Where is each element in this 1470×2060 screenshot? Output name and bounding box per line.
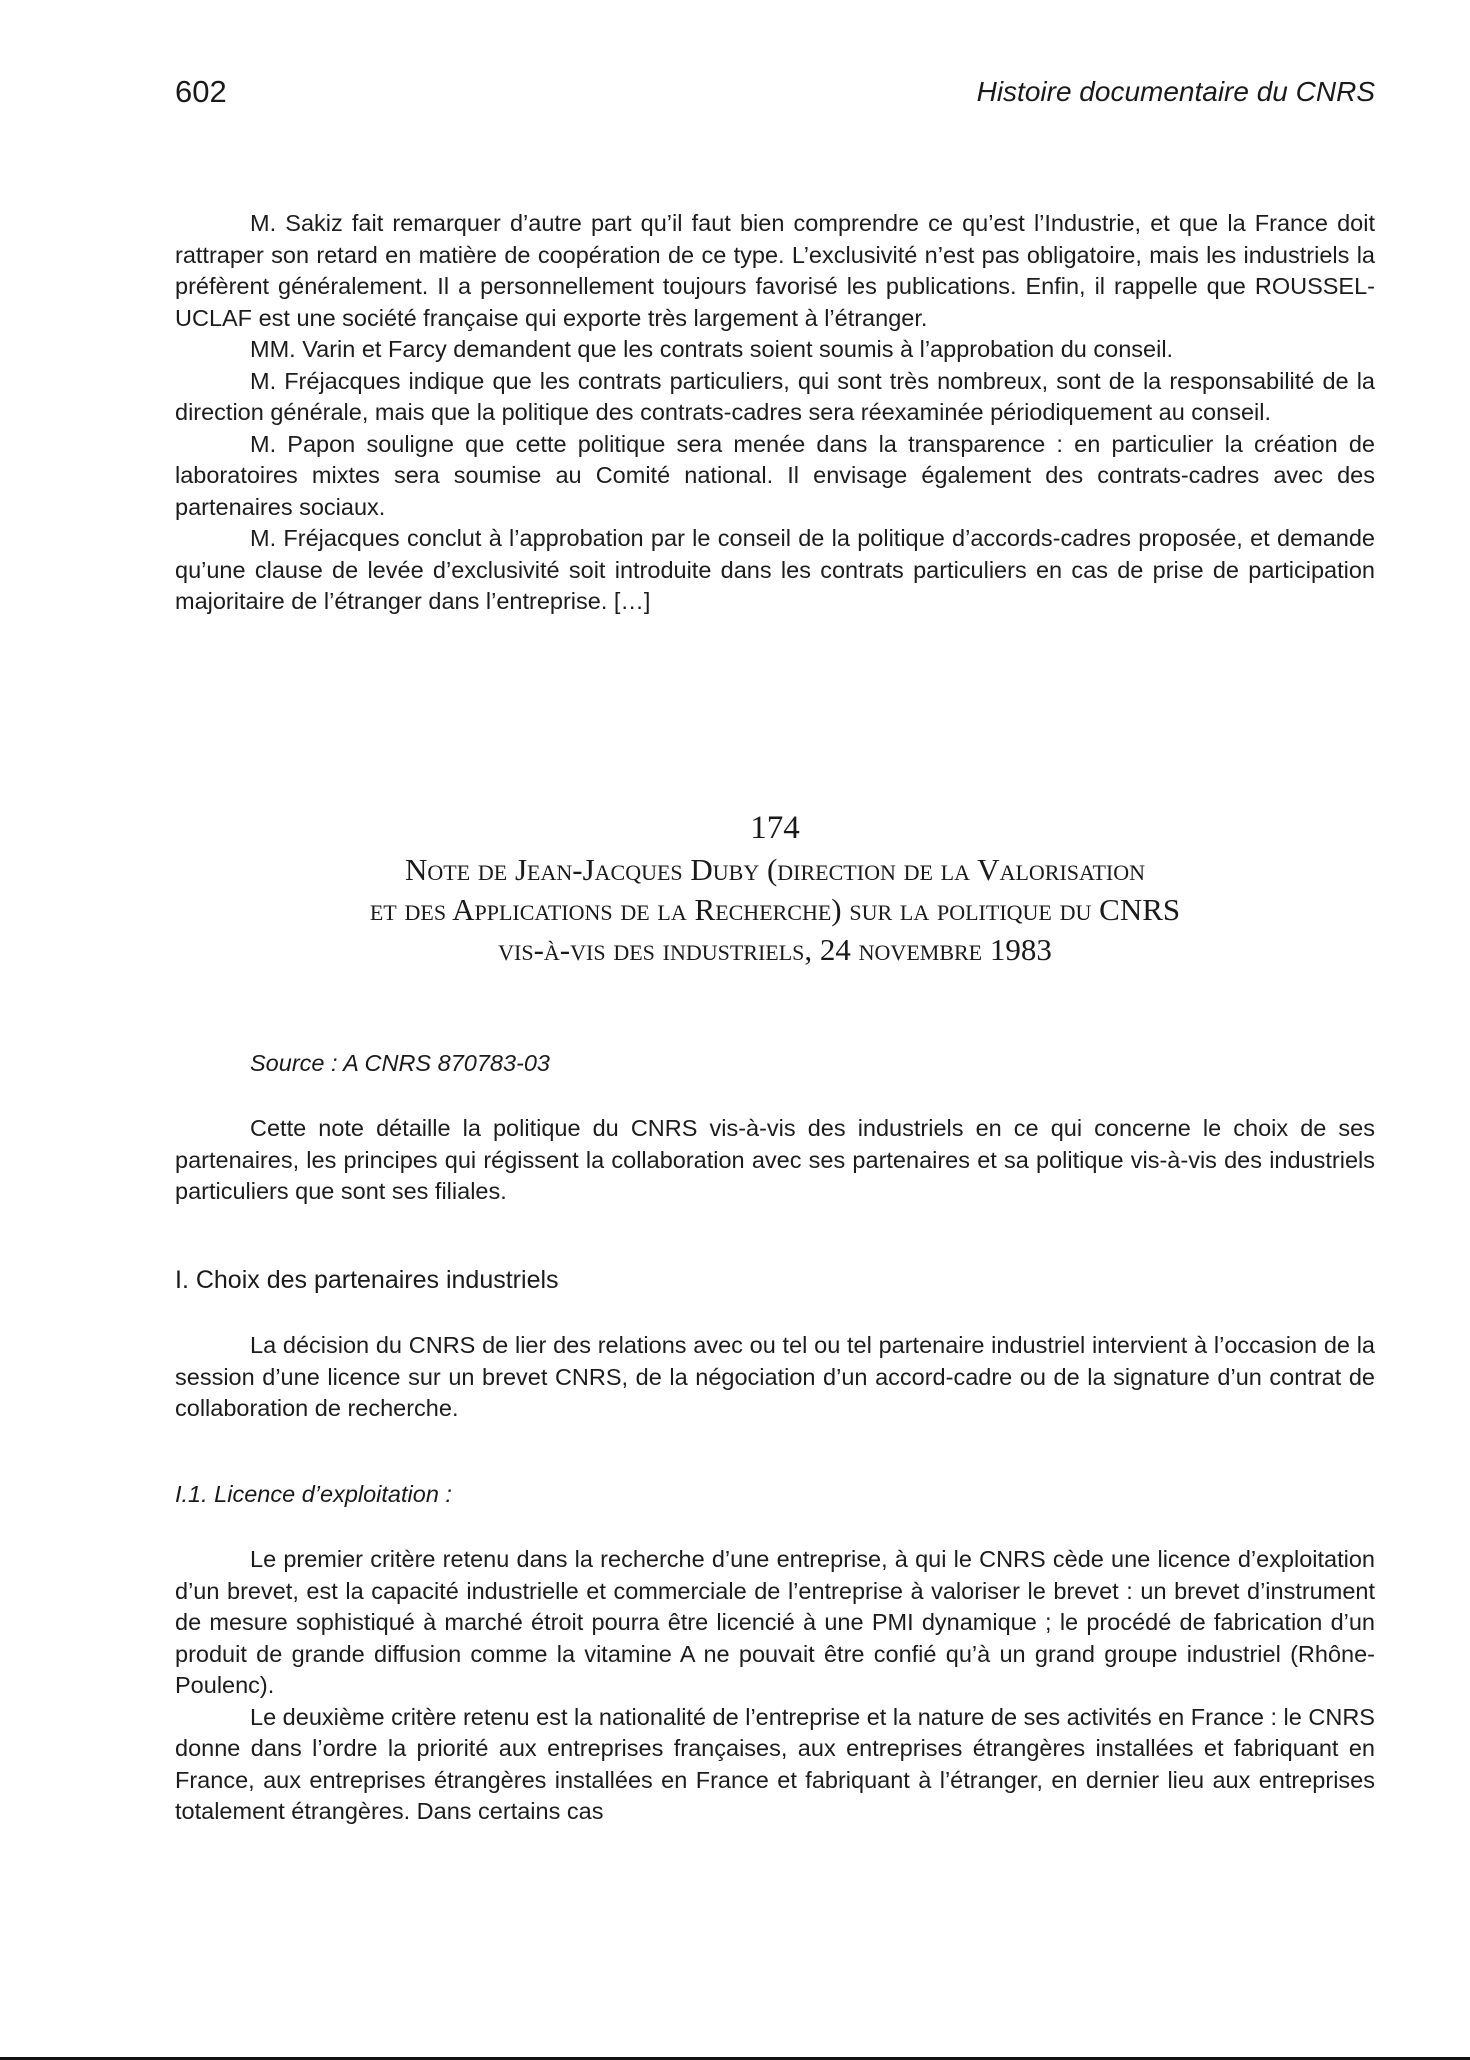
paragraph: M. Fréjacques indique que les contrats particuliers, qui sont très nombreux, sont de la responsabilité de la direction générale, mais que la politique des contrats-cadres sera réexaminée périodiquement au conseil. [175, 367, 1375, 425]
subsection-body [175, 1544, 1375, 1828]
document-title-line: Note de Jean-Jacques Duby (direction de la Valorisation [404, 852, 1146, 887]
paragraph: M. Sakiz fait remarquer d’autre part qu’il faut bien comprendre ce qu’est l’Industrie, et que la France doit rattraper son retard en matière de coopération de ce type. L’exclusivité n’est pas obligatoire, mais les industriels la préfèrent généralement. Il a personnellement toujours favorisé les publications. Enfin, il rappelle que ROUSSEL-UCLAF est une société française qui exporte très largement à l’étranger. [175, 210, 1375, 331]
document-title-line: vis-à-vis des industriels, 24 novembre 1983 [498, 932, 1052, 967]
document-heading [175, 806, 1375, 970]
page-number: 602 [175, 74, 227, 109]
document-intro [175, 1113, 1375, 1208]
page-header [175, 74, 1375, 114]
paragraph: M. Fréjacques conclut à l’approbation par le conseil de la politique d’accords-cadres proposée, et demande qu’une clause de levée d’exclusivité soit introduite dans les contrats particuliers en cas de prise de participation majoritaire de l’étranger dans l’entreprise. […] [175, 525, 1375, 614]
paragraph: M. Papon souligne que cette politique sera menée dans la transparence : en particulier la création de laboratoires mixtes sera soumise au Comité national. Il envisage également des contrats-cadres avec des partenaires sociaux. [175, 430, 1375, 520]
paragraph: Le deuxième critère retenu est la nationalité de l’entreprise et la nature de ses activités en France : le CNRS donne dans l’ordre la priorité aux entreprises françaises, aux entreprises étrangères installées et fabriquant en France, aux entreprises étrangères installées en France et fabriquant à l’étranger, en dernier lieu aux entreprises totalement étrangères. Dans certains cas [175, 1703, 1375, 1824]
document-number: 174 [750, 810, 800, 846]
section-heading: I. Choix des partenaires industriels [175, 1266, 559, 1294]
paragraph: Cette note détaille la politique du CNRS vis-à-vis des industriels en ce qui concerne le choix de ses partenaires, les principes qui régissent la collaboration avec ses partenaires et sa politique vis-à-vis des industriels particuliers que sont ses filiales. [175, 1115, 1375, 1204]
source-reference: Source : A CNRS 870783-03 [250, 1050, 551, 1076]
document-title [175, 850, 1375, 970]
paragraph: Le premier critère retenu dans la recherche d’une entreprise, à qui le CNRS cède une licence d’exploitation d’un brevet, est la capacité industrielle et commerciale de l’entreprise à valoriser le brevet : un brevet d’instrument de mesure sophistiqué à marché étroit pourra être licencié à une PMI dynamique ; le procédé de fabrication d’un produit de grande diffusion comme la vitamine A ne pouvait être confié qu’à un grand groupe industriel (Rhône-Poulenc). [175, 1546, 1375, 1698]
running-title: Histoire documentaire du CNRS [976, 76, 1375, 107]
document-title-line: et des Applications de la Recherche) sur la politique du CNRS [369, 892, 1181, 927]
minutes-excerpt [175, 208, 1375, 618]
paragraph: MM. Varin et Farcy demandent que les contrats soient soumis à l’approbation du conseil. [250, 336, 1174, 362]
paragraph: La décision du CNRS de lier des relations avec ou tel ou tel partenaire industriel intervient à l’occasion de la session d’une licence sur un brevet CNRS, de la négociation d’un accord-cadre ou de la signature d’un contrat de collaboration de recherche. [175, 1332, 1375, 1421]
subsection-heading: I.1. Licence d’exploitation : [175, 1481, 452, 1507]
section-body [175, 1330, 1375, 1425]
